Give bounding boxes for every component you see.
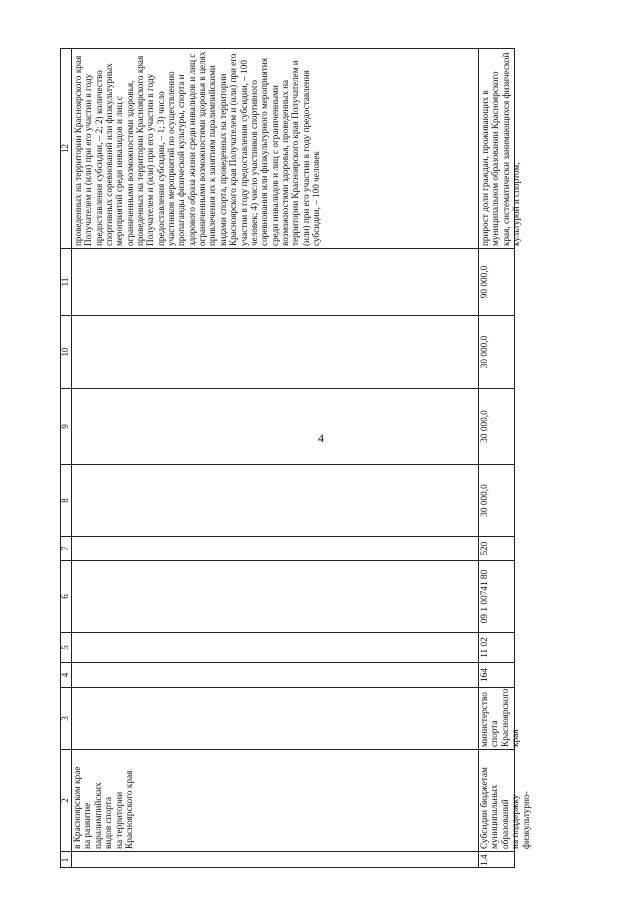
row1-col1 (72, 851, 479, 868)
row1-col7 (72, 536, 479, 560)
header-col-4: 4 (60, 662, 72, 687)
row2-col8-amount: 30 000,0 (479, 464, 515, 536)
header-col-9: 9 (60, 388, 72, 464)
row1-col3 (72, 687, 479, 749)
header-col-5: 5 (60, 632, 72, 662)
row1-col8 (72, 464, 479, 536)
rotated-table-wrapper (60, 48, 532, 868)
row2-col9-amount: 30 000,0 (479, 388, 515, 464)
row2-col4-grbs: 164 (479, 662, 515, 687)
row2-col10-amount: 30 000,0 (479, 315, 515, 388)
row2-col5-section: 11 02 (479, 632, 515, 662)
row2-col1-number: 1.4 (479, 851, 515, 868)
header-col-6: 6 (60, 560, 72, 632)
page-number: 4 (318, 431, 324, 445)
header-col-8: 8 (60, 464, 72, 536)
row2-col6-target-article: 09 1 00741 80 (479, 560, 515, 632)
row2-col7-expense-type: 520 (479, 536, 515, 560)
row2-col12-result: прирост доли граждан, проживающих в муниципальном образовании Красноярского края, систематически занимающихся физической культурой и спортом, (479, 48, 515, 248)
row1-col4 (72, 662, 479, 687)
header-col-1: 1 (60, 851, 72, 868)
row1-col5 (72, 632, 479, 662)
row1-col9 (72, 388, 479, 464)
row2-col3-ministry: министерство спорта Красноярского края (480, 688, 522, 747)
header-col-10: 10 (60, 315, 72, 388)
row2-col2-name: Субсидии бюджетам муниципальных образований на поддержку физкультурно- (479, 749, 515, 851)
header-col-11: 11 (60, 248, 72, 315)
row1-col6 (72, 560, 479, 632)
header-col-3: 3 (60, 687, 72, 749)
row1-col11 (72, 248, 479, 315)
row1-col10 (72, 315, 479, 388)
header-col-7: 7 (60, 536, 72, 560)
row1-col2: в Красноярском крае на развитие паралимпийских видов спорта на территории Красноярского края (72, 749, 479, 851)
header-col-2: 2 (60, 749, 72, 851)
header-col-12: 12 (60, 48, 72, 248)
row1-col12-indicators: проведенных на территории Красноярского края Получателем и (или) при его участии в году предоставления субсидии, – 2; 2) количество спортивных соревнований или физкультурных мероприятий среди инвалидов и лиц с ограниченными возможностями здоровья, проведенных на территории Красноярского края Получателем и (или) при его участии в году предоставления субсидии, – 1; 3) число участников мероприятий по осуществлению пропаганды физической культуры, спорта и здорового образа жизни среди инвалидов и лиц с ограниченными возможностями здоровья в целях привлечения их к занятиям паралимпийскими видами спорта, проведенных на территории Красноярского края Получателем и (или) при его участии в году предоставления субсидии, – 100 человек; 4) число участников спортивного соревнования или физкультурного мероприятия среди инвалидов и лиц с ограниченными возможностями здоровья, проведенных на территории Красноярского края Получателем и (или) при его участии в году предоставления субсидии, – 100 человек (72, 48, 479, 248)
budget-table (60, 48, 532, 868)
row2-col11-total: 90 000,0 (479, 248, 515, 315)
